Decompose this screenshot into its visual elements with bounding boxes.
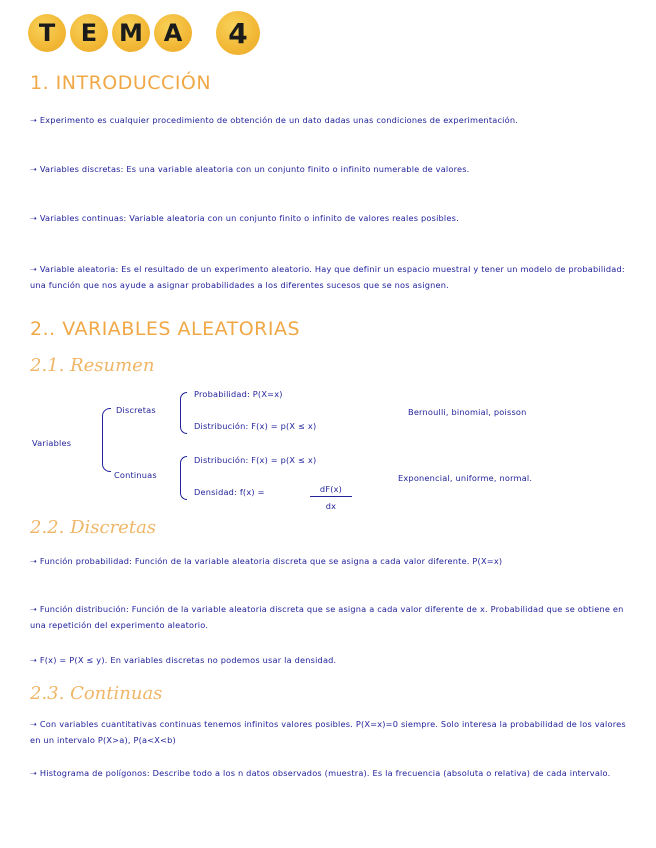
subsection-heading-discretas: 2.2. Discretas: [30, 517, 157, 538]
bullet-icon: ➝: [30, 264, 40, 274]
list-item: ➝ Variables continuas: Variable aleatoria con un conjunto finito o infinito de valores reales posibles.: [30, 213, 459, 223]
brace-icon: [102, 408, 111, 472]
diagram-root-label: Variables: [32, 438, 72, 448]
diagram-continuas-label: Continuas: [114, 470, 157, 480]
fraction-numerator: dF(x): [310, 482, 352, 497]
brace-icon: [180, 456, 187, 500]
list-item: ➝ Histograma de polígonos: Describe todo a los n datos observados (muestra). Es la frecuencia (absoluta o relativa) de cada intervalo.: [30, 768, 611, 778]
list-item: ➝ Variables discretas: Es una variable aleatoria con un conjunto finito o infinito numerable de valores.: [30, 164, 470, 174]
section-heading-introduccion: 1. INTRODUCCIÓN: [30, 72, 212, 94]
title-letter: A: [154, 14, 192, 52]
diagram-examples-continuas: Exponencial, uniforme, normal.: [398, 473, 533, 483]
bullet-icon: ➝: [30, 115, 40, 125]
title-letter: T: [28, 14, 66, 52]
bullet-icon: ➝: [30, 604, 40, 614]
diagram-discretas-label: Discretas: [116, 405, 156, 415]
bullet-icon: ➝: [30, 164, 40, 174]
diagram-distribucion-continua: Distribución: F(x) = p(X ≤ x): [194, 455, 317, 465]
title-number: 4: [216, 11, 260, 55]
brace-icon: [180, 392, 187, 434]
title-letter: E: [70, 14, 108, 52]
title-letter: M: [112, 14, 150, 52]
bullet-icon: ➝: [30, 213, 40, 223]
list-item: ➝ Variable aleatoria: Es el resultado de un experimento aleatorio. Hay que definir un espacio muestral y tener un modelo de probabilidad: una función que nos ayude a asignar probabilidades a los diferentes sucesos que se nos asignen.: [30, 264, 625, 290]
diagram-probabilidad: Probabilidad: P(X=x): [194, 389, 283, 399]
diagram-examples-discretas: Bernoulli, binomial, poisson: [408, 407, 527, 417]
subsection-heading-continuas: 2.3. Continuas: [30, 683, 163, 704]
diagram-densidad: Densidad: f(x) =: [194, 487, 265, 497]
bullet-icon: ➝: [30, 719, 40, 729]
subsection-heading-resumen: 2.1. Resumen: [30, 355, 155, 376]
list-item: ➝ F(x) = P(X ≤ y). En variables discretas no podemos usar la densidad.: [30, 655, 337, 665]
bullet-icon: ➝: [30, 768, 40, 778]
bullet-icon: ➝: [30, 556, 40, 566]
section-heading-variables: 2.. VARIABLES ALEATORIAS: [30, 318, 301, 340]
bullet-icon: ➝: [30, 655, 40, 665]
fraction-denominator: dx: [325, 501, 337, 511]
list-item: ➝ Experimento es cualquier procedimiento de obtención de un dato dadas unas condiciones de experimentación.: [30, 115, 519, 125]
list-item: ➝ Función probabilidad: Función de la variable aleatoria discreta que se asigna a cada valor diferente. P(X=x): [30, 556, 503, 566]
list-item: ➝ Con variables cuantitativas continuas tenemos infinitos valores posibles. P(X=x)=0 siempre. Solo interesa la probabilidad de los valores en un intervalo P(X>a), P(a<X<b): [30, 719, 626, 745]
diagram-distribucion-discreta: Distribución: F(x) = p(X ≤ x): [194, 421, 317, 431]
list-item: ➝ Función distribución: Función de la variable aleatoria discreta que se asigna a cada valor diferente de x. Probabilidad que se obtiene en una repetición del experimento aleatorio.: [30, 604, 624, 630]
